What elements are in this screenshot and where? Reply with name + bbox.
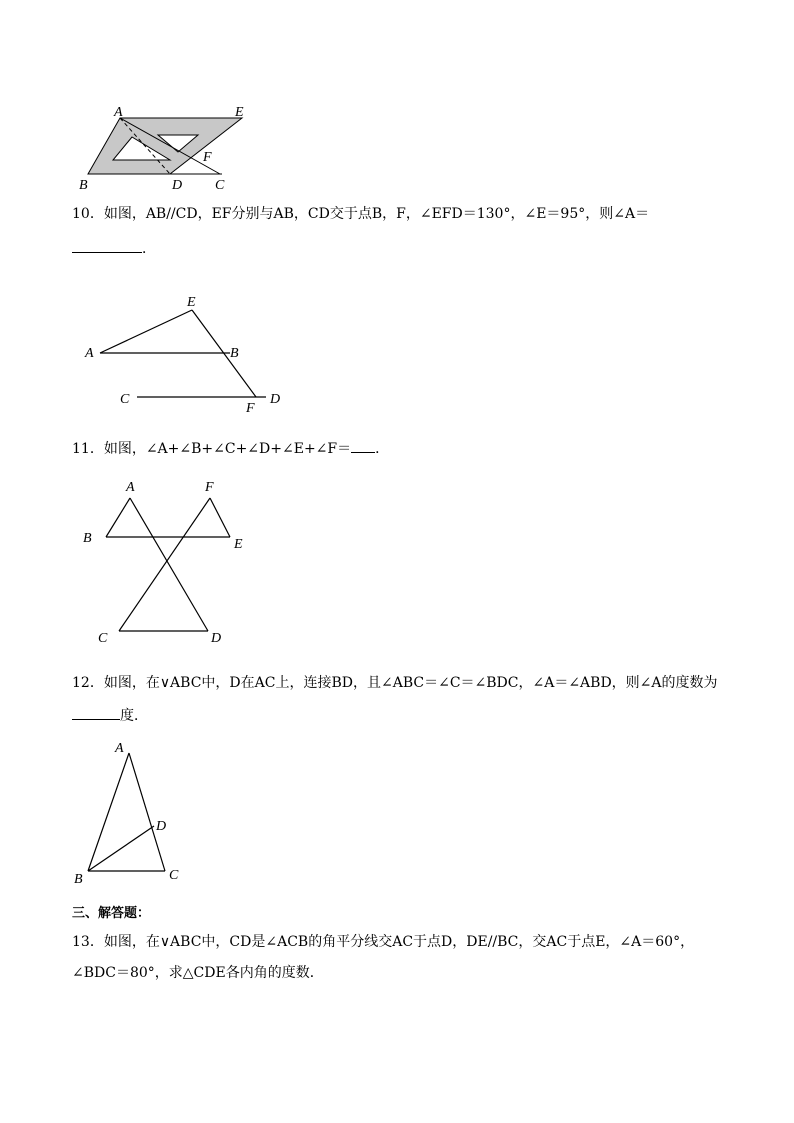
label-D: D xyxy=(211,631,222,646)
label-F: F xyxy=(203,150,212,165)
segment-a-b xyxy=(88,753,129,871)
label-D: D xyxy=(156,819,167,834)
label-E: E xyxy=(187,295,196,310)
label-E: E xyxy=(234,537,243,552)
label-B: B xyxy=(74,872,83,887)
question-13-line-1 xyxy=(72,933,694,951)
label-B: B xyxy=(79,178,88,193)
label-C: C xyxy=(120,392,130,407)
label-A: A xyxy=(115,741,124,756)
question-11-tail: ． xyxy=(375,441,390,457)
label-B: B xyxy=(230,346,239,361)
segment-b-d xyxy=(88,826,154,871)
label-F: F xyxy=(246,401,255,416)
label-D: D xyxy=(270,392,281,407)
segment-a-c xyxy=(129,753,165,871)
label-E: E xyxy=(235,105,244,120)
question-12-text: 12．如图，在∨ABC中，D在AC上，连接BD，且∠ABC＝∠C＝∠BDC，∠A＝∠ABD，则∠A的度数为 xyxy=(72,675,718,691)
label-A: A xyxy=(85,346,94,361)
label-A: A xyxy=(126,480,135,495)
label-D: D xyxy=(172,178,183,193)
question-12-tail: 度． xyxy=(120,708,148,724)
label-C: C xyxy=(169,868,179,883)
question-11-text: 11．如图，∠A+∠B+∠C+∠D+∠E+∠F＝ xyxy=(72,441,352,457)
question-13-text-2: ∠BDC＝80°，求△CDE各内角的度数． xyxy=(72,965,324,981)
section-heading: 三、解答题： xyxy=(72,906,151,921)
label-F: F xyxy=(205,480,214,495)
question-13-line-2 xyxy=(72,964,324,982)
label-B: B xyxy=(83,531,92,546)
question-10-tail: ． xyxy=(142,241,156,257)
label-C: C xyxy=(215,178,225,193)
question-13-text-1: 13．如图，在∨ABC中，CD是∠ACB的角平分线交AC于点D，DE//BC，交AC于点E，∠A＝60°， xyxy=(72,934,695,950)
label-A: A xyxy=(114,105,123,120)
question-10-text: 10．如图，AB//CD，EF分别与AB，CD交于点B，F，∠EFD＝130°，∠E＝95°，则∠A＝ xyxy=(72,206,650,222)
label-C: C xyxy=(98,631,108,646)
